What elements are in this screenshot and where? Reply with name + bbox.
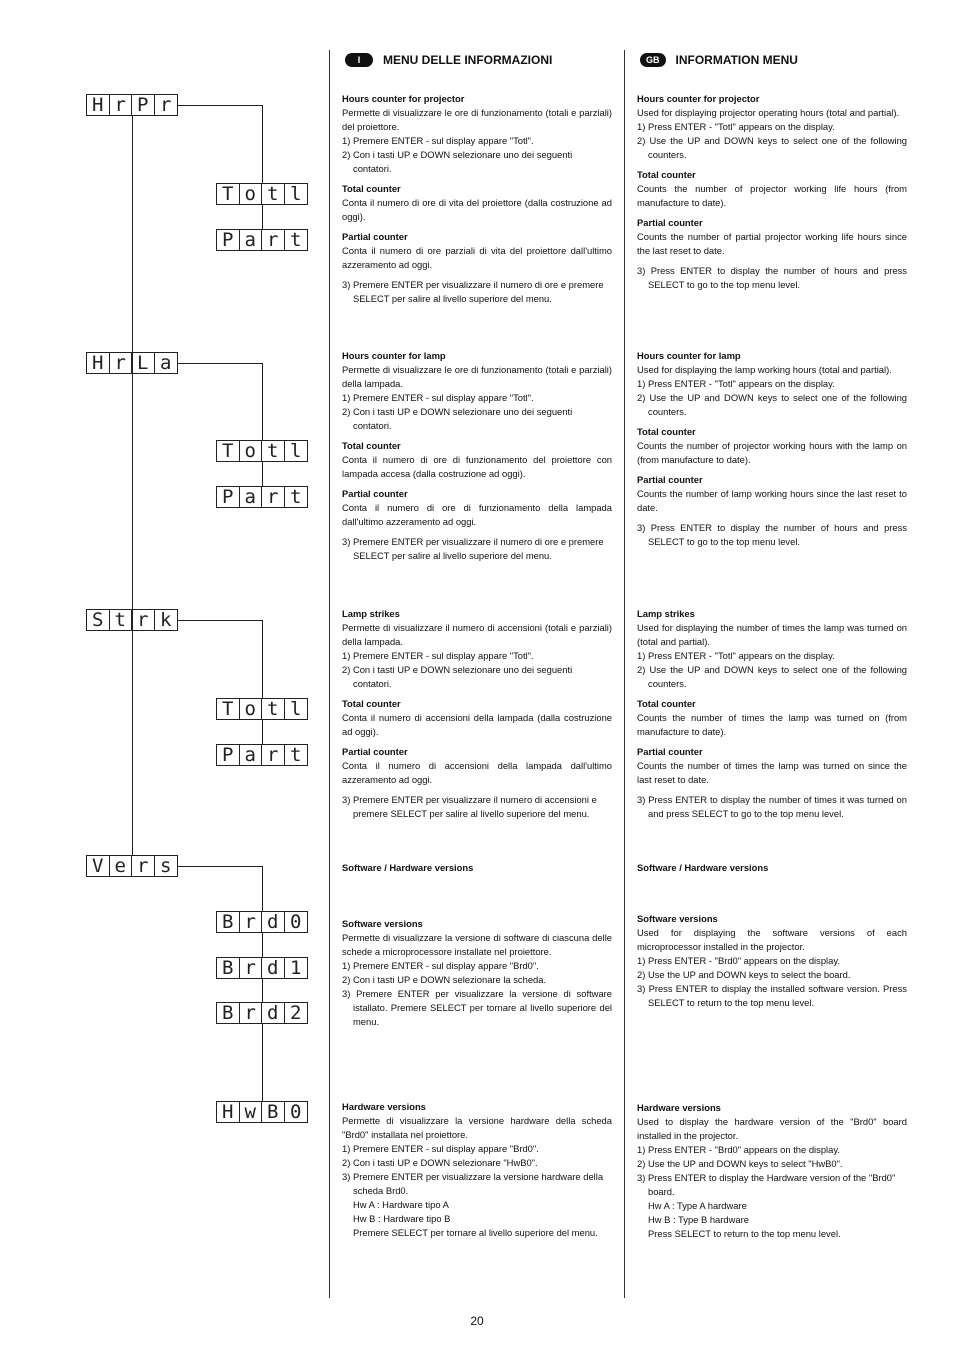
display-part-strikes: [216, 744, 308, 766]
paragraph: Conta il numero di accensioni della lampada (dalla costruzione ad oggi).: [342, 712, 612, 737]
connector-brd-2: [262, 979, 263, 1002]
display-strk: [86, 609, 178, 631]
paragraph: Permette di visualizzare il numero di accensioni (totali e parziali) della lampada.: [342, 622, 612, 647]
column-divider-right: [624, 50, 625, 1298]
connector-hrla: [177, 363, 263, 364]
language-badge-it: I: [345, 53, 373, 67]
step: 1) Premere ENTER - sul display appare "Totl".: [342, 650, 534, 661]
column-divider-left: [329, 50, 330, 1298]
display-char: T: [217, 441, 240, 461]
display-char: s: [160, 855, 172, 877]
step: 2) Use the UP and DOWN keys to select one of the following counters.: [637, 135, 907, 160]
display-char: o: [240, 699, 263, 719]
display-char: r: [240, 912, 263, 932]
connector-hrla-down: [262, 363, 263, 440]
display-brd1: [216, 957, 308, 979]
display-char: r: [110, 95, 133, 115]
paragraph: Conta il numero di ore di vita del proiettore (dalla costruzione ad oggi).: [342, 197, 612, 222]
display-char: t: [110, 610, 133, 630]
gb-software-versions: [637, 912, 907, 1010]
section-title: Hours counter for lamp: [637, 350, 741, 361]
display-vers: [86, 855, 178, 877]
step: 2) Con i tasti UP e DOWN selezionare uno dei seguenti contatori.: [342, 664, 573, 689]
display-char: t: [290, 229, 302, 251]
section-title: Hours counter for projector: [637, 93, 760, 104]
gb-hours-projector: [637, 92, 907, 292]
display-char: d: [262, 912, 285, 932]
header-italian: [345, 53, 552, 67]
paragraph: Conta il numero di ore di funzionamento del proiettore con lampada accesa (dalla costruzione ad oggi).: [342, 454, 612, 479]
connector-brd-1: [262, 933, 263, 957]
paragraph: Permette di visualizzare le ore di funzionamento (totali e parziali) della lampada.: [342, 364, 612, 389]
step: 1) Press ENTER - "Brd0" appears on the display.: [637, 955, 840, 966]
step: 1) Press ENTER - "Totl" appears on the display.: [637, 378, 835, 389]
gb-hours-lamp: [637, 349, 907, 549]
display-char: a: [240, 230, 263, 250]
subsection-title: Partial counter: [637, 217, 703, 228]
display-char: B: [217, 1003, 240, 1023]
section-title: Software / Hardware versions: [637, 862, 769, 873]
display-char: r: [132, 856, 155, 876]
display-totl-lamp: [216, 440, 308, 462]
connector-hrpr-down: [262, 105, 263, 183]
display-brd2: [216, 1002, 308, 1024]
display-char: t: [290, 744, 302, 766]
display-hrpr: [86, 94, 178, 116]
subsection-title: Partial counter: [637, 746, 703, 757]
display-char: P: [217, 230, 240, 250]
display-char: o: [240, 184, 263, 204]
display-char: o: [240, 441, 263, 461]
section-title: Hours counter for projector: [342, 93, 465, 104]
paragraph: Used for displaying projector operating hours (total and partial).: [637, 107, 900, 118]
display-char: P: [217, 487, 240, 507]
display-char: B: [262, 1102, 285, 1122]
display-char: a: [240, 745, 263, 765]
paragraph: Counts the number of times the lamp was turned on since the last reset to date.: [637, 760, 907, 785]
hardware-type-b: Hw B : Type B hardware: [648, 1214, 749, 1225]
display-totl-projector: [216, 183, 308, 205]
section-title: Lamp strikes: [637, 608, 695, 619]
display-hwb0: [216, 1101, 308, 1123]
header-title-it: MENU DELLE INFORMAZIONI: [383, 53, 553, 67]
step: 2) Use the UP and DOWN keys to select one of the following counters.: [637, 664, 907, 689]
paragraph: Permette di visualizzare le ore di funzionamento (totali e parziali) del proiettore.: [342, 107, 612, 132]
step: 3) Premere ENTER per visualizzare il numero di accensioni e premere SELECT per salire al livello superiore del menu.: [342, 794, 597, 819]
step: 3) Press ENTER to display the number of hours and press SELECT to go to the top menu level.: [637, 522, 907, 547]
header-title-gb: INFORMATION MENU: [675, 53, 798, 67]
paragraph: Conta il numero di ore parziali di vita del proiettore dall'ultimo azzeramento ad oggi.: [342, 245, 612, 270]
display-char: r: [262, 487, 285, 507]
display-char: V: [87, 856, 110, 876]
connector-hrpr-sub: [262, 205, 263, 229]
it-hours-projector: [342, 92, 612, 306]
subsection-title: Total counter: [637, 169, 696, 180]
section-title: Software / Hardware versions: [342, 862, 474, 873]
display-char: r: [240, 1003, 263, 1023]
subsection-title: Partial counter: [342, 488, 408, 499]
subsection-title: Total counter: [342, 440, 401, 451]
step: 1) Press ENTER - "Brd0" appears on the display.: [637, 1144, 840, 1155]
section-title: Software versions: [637, 913, 718, 924]
paragraph: Counts the number of times the lamp was turned on (from manufacture to date).: [637, 712, 907, 737]
subsection-title: Total counter: [637, 426, 696, 437]
display-char: k: [160, 609, 172, 631]
menu-spine-line: [132, 116, 133, 856]
subsection-title: Total counter: [342, 698, 401, 709]
hardware-type-b: Hw B : Hardware tipo B: [353, 1213, 451, 1224]
section-title: Hardware versions: [637, 1102, 721, 1113]
display-char: S: [87, 610, 110, 630]
step: 1) Press ENTER - "Totl" appears on the display.: [637, 121, 835, 132]
display-char: l: [290, 440, 302, 462]
paragraph: Counts the number of projector working hours with the lamp on (from manufacture to date).: [637, 440, 907, 465]
step: 2) Use the UP and DOWN keys to select the board.: [637, 969, 851, 980]
display-char: t: [290, 486, 302, 508]
step: 3) Press ENTER to display the number of hours and press SELECT to go to the top menu level.: [637, 265, 907, 290]
display-char: e: [110, 856, 133, 876]
subsection-title: Total counter: [342, 183, 401, 194]
section-title: Hours counter for lamp: [342, 350, 446, 361]
display-char: l: [290, 183, 302, 205]
display-char: r: [160, 94, 172, 116]
it-software-versions: [342, 917, 612, 1029]
section-title: Lamp strikes: [342, 608, 400, 619]
display-brd0: [216, 911, 308, 933]
paragraph: Used for displaying the number of times the lamp was turned on (total and partial).: [637, 622, 907, 647]
gb-lamp-strikes: [637, 607, 907, 821]
step: 3) Premere ENTER per visualizzare la versione hardware della scheda Brd0.: [342, 1171, 604, 1196]
connector-vers-down: [262, 866, 263, 911]
display-char: w: [240, 1102, 263, 1122]
display-char: a: [160, 352, 172, 374]
paragraph: Permette di visualizzare la versione di software di ciascuna delle schede a microprocessore installate nel proiettore.: [342, 932, 612, 957]
step: 3) Premere ENTER per visualizzare il numero di ore e premere SELECT per salire al livello superiore del menu.: [342, 279, 604, 304]
step: 2) Con i tasti UP e DOWN selezionare "HwB0".: [342, 1157, 538, 1168]
paragraph: Conta il numero di ore di funzionamento della lampada dall'ultimo azzeramento ad oggi.: [342, 502, 612, 527]
paragraph: Counts the number of projector working life hours (from manufacture to date).: [637, 183, 907, 208]
step: 3) Press ENTER to display the Hardware version of the "Brd0" board.: [637, 1172, 896, 1197]
step: 3) Premere ENTER per visualizzare il numero di ore e premere SELECT per salire al livello superiore del menu.: [342, 536, 604, 561]
display-char: l: [290, 698, 302, 720]
step: 1) Press ENTER - "Totl" appears on the display.: [637, 650, 835, 661]
step: 2) Con i tasti UP e DOWN selezionare uno dei seguenti contatori.: [342, 149, 573, 174]
display-char: P: [217, 745, 240, 765]
connector-strk-down: [262, 620, 263, 698]
subsection-title: Partial counter: [637, 474, 703, 485]
display-part-projector: [216, 229, 308, 251]
step: 1) Premere ENTER - sul display appare "Totl".: [342, 135, 534, 146]
display-char: t: [262, 441, 285, 461]
display-char: r: [262, 745, 285, 765]
step: 3) Press ENTER to display the number of times it was turned on and press SELECT to go to the top menu level.: [637, 794, 907, 819]
display-char: B: [217, 912, 240, 932]
display-char: r: [262, 230, 285, 250]
gb-hardware-versions: [637, 1101, 907, 1241]
connector-hrpr: [177, 105, 263, 106]
connector-hrla-sub: [262, 462, 263, 486]
subsection-title: Partial counter: [342, 746, 408, 757]
paragraph: Permette di visualizzare la versione hardware della scheda "Brd0" installata nel proiettore.: [342, 1115, 612, 1140]
display-char: t: [262, 699, 285, 719]
display-char: L: [132, 353, 155, 373]
display-char: T: [217, 184, 240, 204]
it-versions-title: [342, 861, 612, 875]
display-char: 2: [290, 1002, 302, 1024]
display-char: 1: [290, 957, 302, 979]
step: 3) Press ENTER to display the installed software version. Press SELECT to return to the top menu level.: [637, 983, 907, 1008]
display-char: H: [87, 95, 110, 115]
it-hardware-versions: [342, 1100, 612, 1240]
step: 2) Con i tasti UP e DOWN selezionare uno dei seguenti contatori.: [342, 406, 573, 431]
display-char: a: [240, 487, 263, 507]
it-hours-lamp: [342, 349, 612, 563]
display-char: T: [217, 699, 240, 719]
step: 3) Premere ENTER per visualizzare la versione di software istallato. Premere SELECT per tornare al livello superiore del menu.: [342, 988, 612, 1027]
step: 1) Premere ENTER - sul display appare "Totl".: [342, 392, 534, 403]
step: 1) Premere ENTER - sul display appare "Brd0".: [342, 960, 539, 971]
display-char: r: [132, 610, 155, 630]
display-char: 0: [290, 1101, 302, 1123]
paragraph: Used to display the hardware version of the "Brd0" board installed in the projector.: [637, 1116, 907, 1141]
display-char: r: [110, 353, 133, 373]
section-title: Hardware versions: [342, 1101, 426, 1112]
step: 2) Use the UP and DOWN keys to select one of the following counters.: [637, 392, 907, 417]
section-title: Software versions: [342, 918, 423, 929]
header-english: [640, 53, 798, 67]
display-char: H: [87, 353, 110, 373]
page-number: 20: [470, 1314, 484, 1328]
display-char: d: [262, 958, 285, 978]
step: 1) Premere ENTER - sul display appare "Brd0".: [342, 1143, 539, 1154]
subsection-title: Total counter: [637, 698, 696, 709]
paragraph: Conta il numero di accensioni della lampada dall'ultimo azzeramento ad oggi.: [342, 760, 612, 785]
display-part-lamp: [216, 486, 308, 508]
display-hrla: [86, 352, 178, 374]
paragraph: Premere SELECT per tornare al livello superiore del menu.: [353, 1227, 598, 1238]
display-char: t: [262, 184, 285, 204]
connector-strk-sub: [262, 720, 263, 744]
paragraph: Press SELECT to return to the top menu level.: [648, 1228, 841, 1239]
paragraph: Counts the number of lamp working hours since the last reset to date.: [637, 488, 907, 513]
display-char: B: [217, 958, 240, 978]
paragraph: Counts the number of partial projector working life hours since the last reset to date.: [637, 231, 907, 256]
step: 2) Con i tasti UP e DOWN selezionare la scheda.: [342, 974, 547, 985]
subsection-title: Partial counter: [342, 231, 408, 242]
step: 2) Use the UP and DOWN keys to select "HwB0".: [637, 1158, 843, 1169]
display-char: P: [132, 95, 155, 115]
paragraph: Used for displaying the software versions of each microprocessor installed in the projector.: [637, 927, 907, 952]
display-char: d: [262, 1003, 285, 1023]
paragraph: Used for displaying the lamp working hours (total and partial).: [637, 364, 892, 375]
it-lamp-strikes: [342, 607, 612, 821]
language-badge-gb: GB: [640, 53, 666, 67]
display-char: r: [240, 958, 263, 978]
connector-vers: [177, 866, 263, 867]
connector-strk: [177, 620, 263, 621]
display-char: 0: [290, 911, 302, 933]
hardware-type-a: Hw A : Hardware tipo A: [353, 1199, 449, 1210]
display-totl-strikes: [216, 698, 308, 720]
gb-versions-title: [637, 861, 907, 875]
display-char: H: [217, 1102, 240, 1122]
connector-hw: [262, 1024, 263, 1101]
hardware-type-a: Hw A : Type A hardware: [648, 1200, 747, 1211]
